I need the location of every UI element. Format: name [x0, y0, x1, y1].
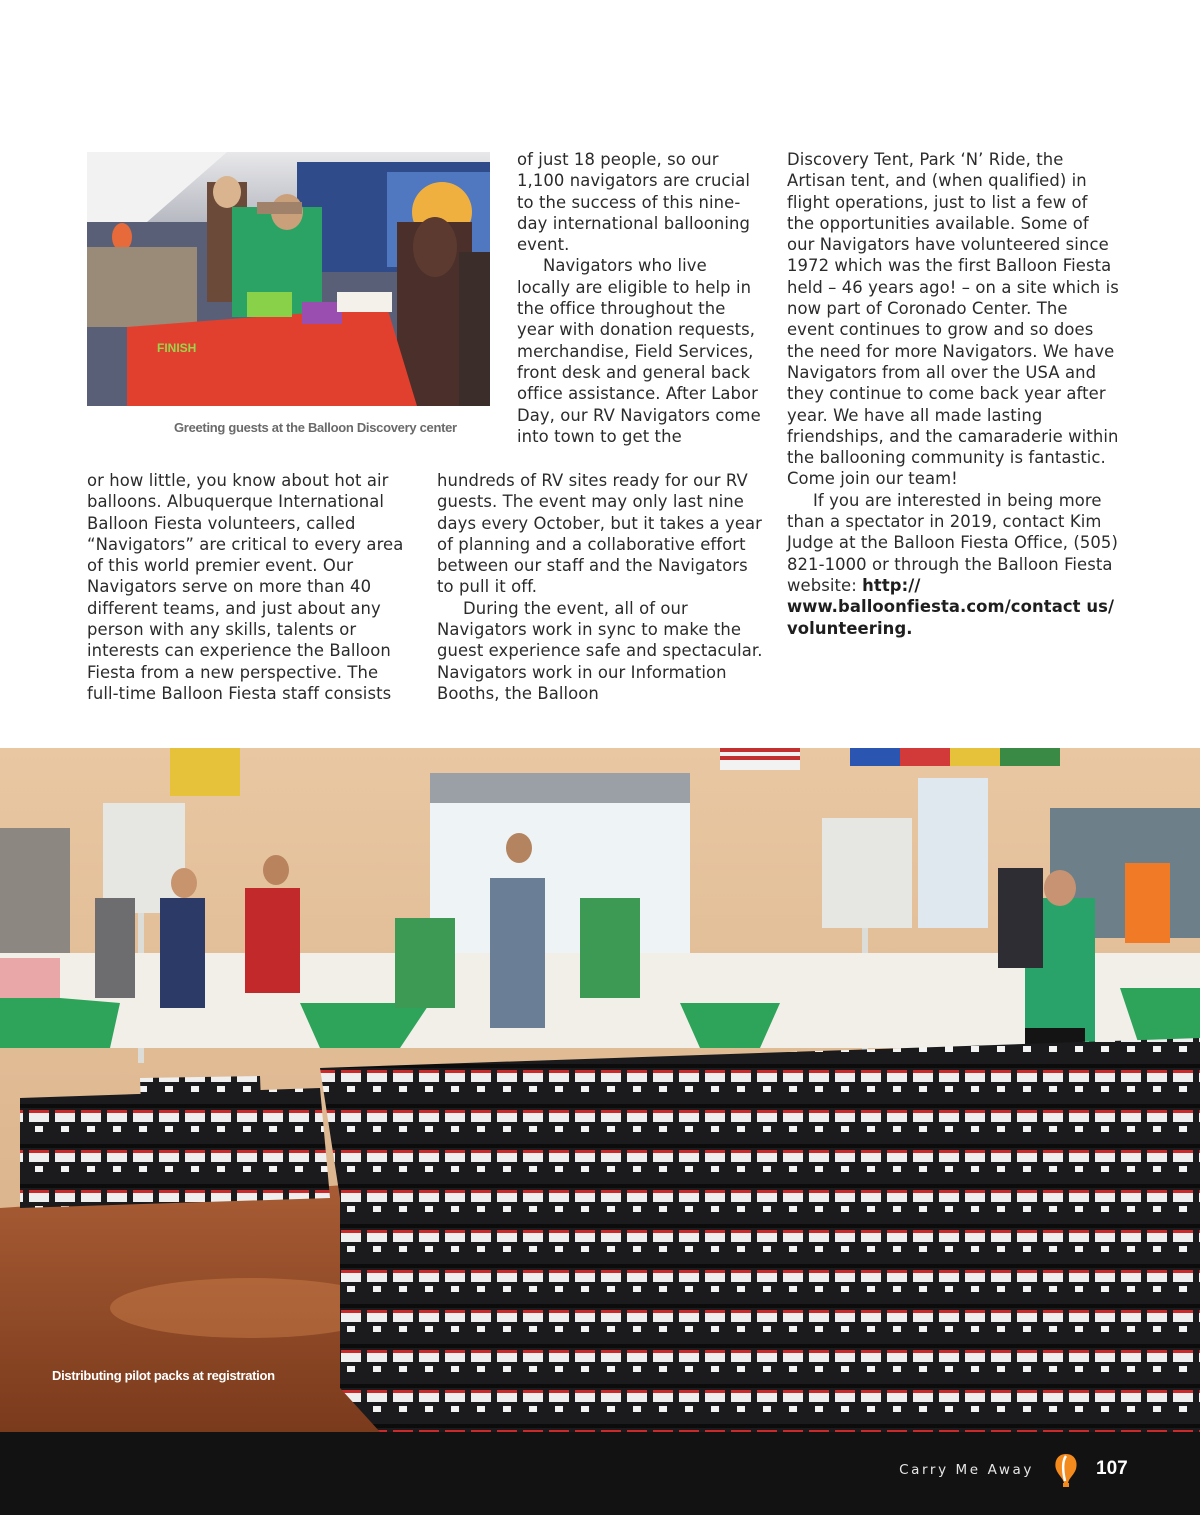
- page-number: 107: [1096, 1458, 1128, 1479]
- article-column-2-top: [517, 149, 763, 447]
- svg-text:FINISH: FINISH: [157, 341, 197, 355]
- photo-pilot-packs: [0, 748, 1200, 1432]
- photo-pilot-packs-image: [0, 748, 1200, 1432]
- article-paragraph: or how little, you know about hot air balloons. Albuquerque International Balloon Fiesta volunteers, called “Navigators” are critical to every area of this world premier event. Our Navigators serve on more than 40 different teams, and just about any person with any skills, talents or interests can experience the Balloon Fiesta from a new perspective. The full-time Balloon Fiesta staff consists: [87, 471, 404, 703]
- photo-balloon-discovery-image: [87, 152, 490, 406]
- article-column-1: [87, 470, 409, 704]
- photo-bottom-caption: Distributing pilot packs at registration: [52, 1368, 275, 1383]
- article-column-2-bottom: [437, 470, 767, 704]
- article-paragraph: [787, 490, 1119, 639]
- photo-balloon-discovery: [87, 152, 490, 406]
- article-contact-text: If you are interested in being more than a spectator in 2019, contact Kim Judge at the Balloon Fiesta Office, (505) 821-1000 or through the Balloon Fiesta website:: [787, 490, 1118, 595]
- article-column-3: [787, 149, 1119, 639]
- article-paragraph: Discovery Tent, Park ‘N’ Ride, the Artisan tent, and (when qualified) in flight operations, just to list a few of the opportunities available. Some of our Navigators have volunteered since 1972 which was the first Balloon Fiesta held – 46 years ago! – on a site which is now part of Coronado Center. The event continues to grow and so does the need for more Navigators. We have Navigators from all over the USA and they continue to come back year after year. We have all made lasting friendships, and the camaraderie within the ballooning community is fantastic. Come join our team!: [787, 150, 1119, 489]
- footer-tagline: Carry Me Away: [899, 1462, 1034, 1478]
- article-paragraph: hundreds of RV sites ready for our RV guests. The event may only last nine days every October, but it takes a year of planning and a collaborative effort between our staff and the Navigators to pull it off.: [437, 471, 762, 597]
- balloon-icon: [1052, 1452, 1080, 1488]
- photo-top-caption: Greeting guests at the Balloon Discovery center: [174, 420, 457, 435]
- article-paragraph: of just 18 people, so our 1,100 navigators are crucial to the success of this nine-day international ballooning event.: [517, 150, 751, 255]
- article-paragraph: During the event, all of our Navigators work in sync to make the guest experience safe and spectacular. Navigators work in our Information Booths, the Balloon: [437, 598, 763, 703]
- article-paragraph: Navigators who live locally are eligible to help in the office throughout the year with donation requests, merchandise, Field Services, front desk and general back office assistance. After Labor Day, our RV Navigators come into town to get the: [517, 256, 761, 446]
- volunteer-link[interactable]: http:// www.balloonfiesta.com/contact us/ volunteering.: [787, 575, 1115, 638]
